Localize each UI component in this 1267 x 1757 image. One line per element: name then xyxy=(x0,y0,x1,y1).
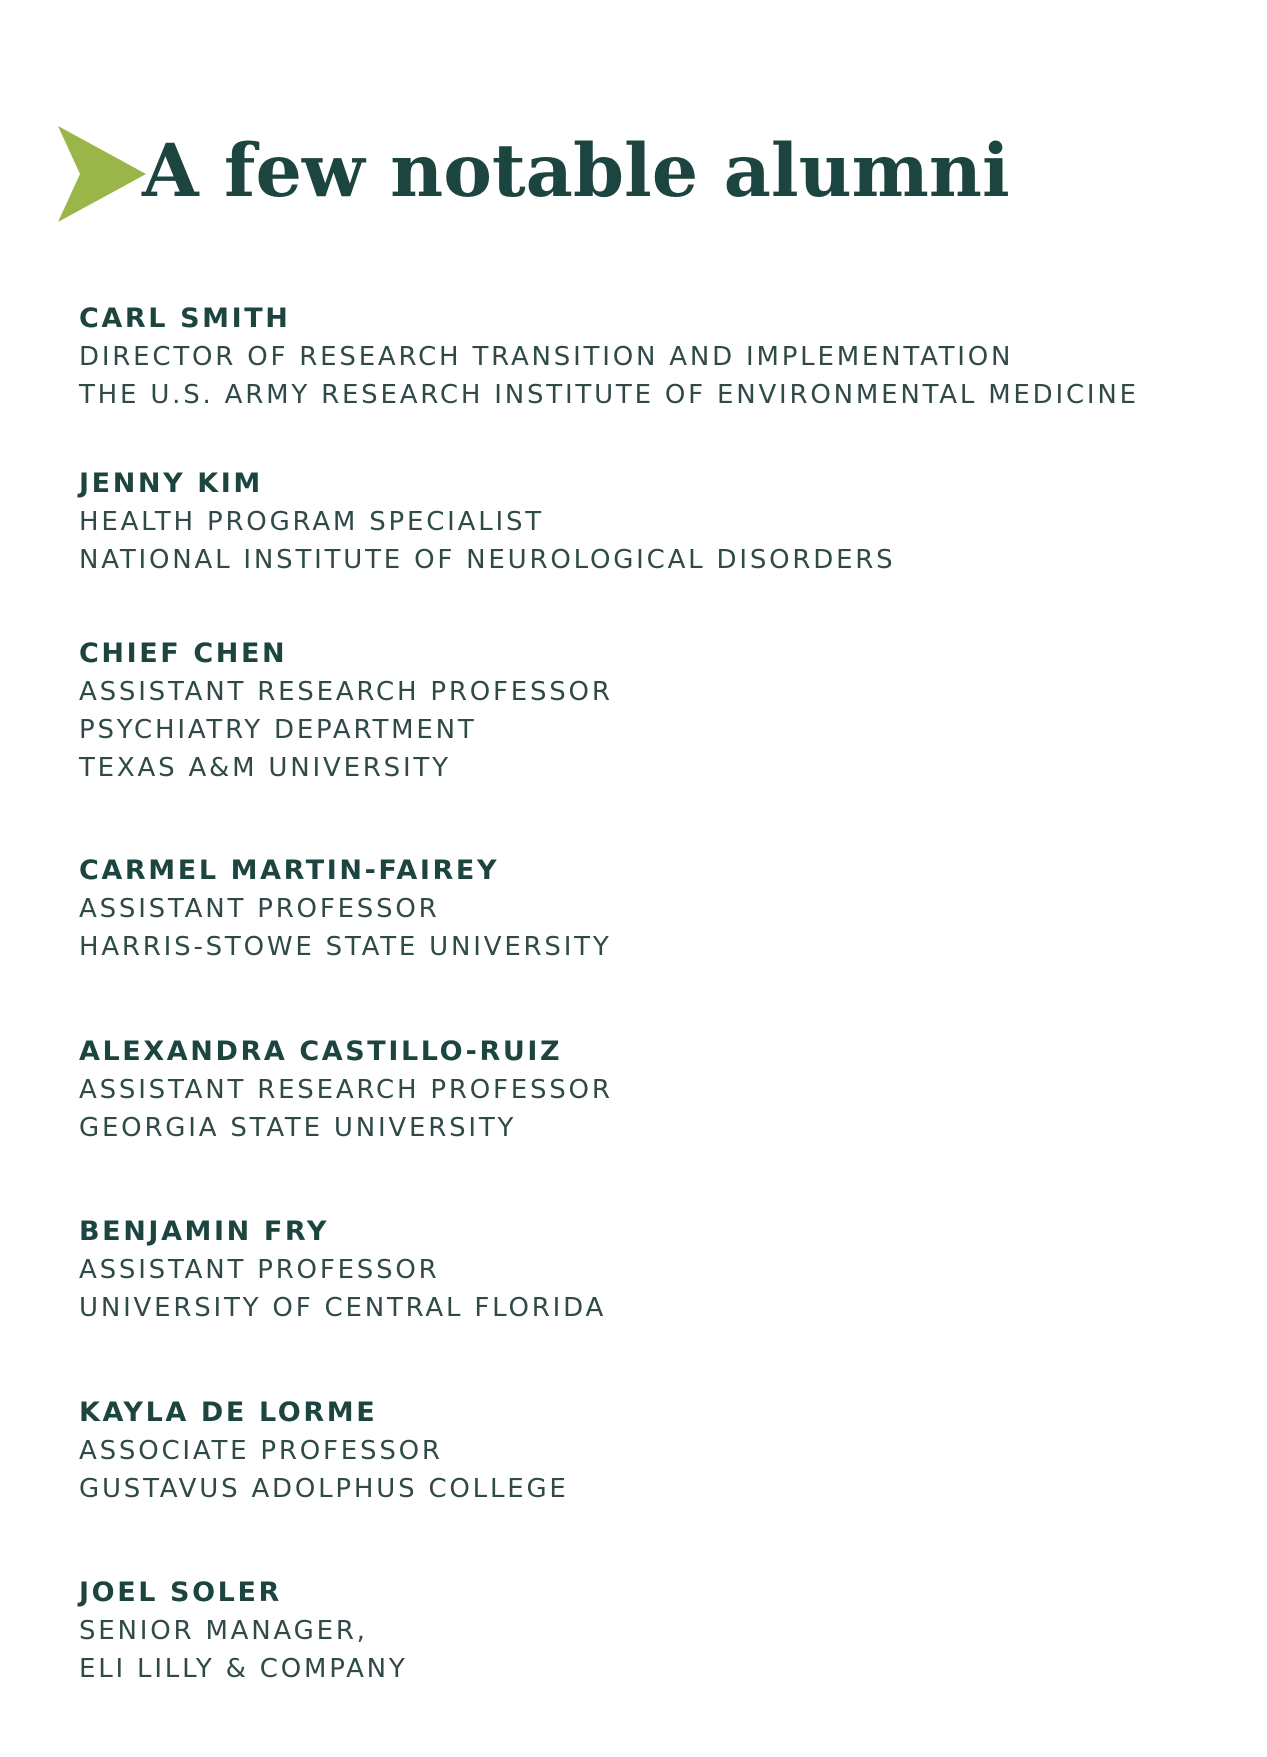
alumnus-role: ASSISTANT PROFESSOR xyxy=(79,894,440,924)
alumnus-name: ALEXANDRA CASTILLO-RUIZ xyxy=(79,1036,563,1067)
arrow-right-icon xyxy=(56,124,148,224)
alumnus-name: JOEL SOLER xyxy=(79,1577,282,1608)
page-header xyxy=(56,124,1156,224)
alumnus-organization: HARRIS-STOWE STATE UNIVERSITY xyxy=(79,932,612,962)
alumnus-role: ASSISTANT PROFESSOR xyxy=(79,1255,440,1285)
alumnus-entry xyxy=(79,465,1239,579)
alumnus-organization: ELI LILLY & COMPANY xyxy=(79,1654,408,1684)
alumnus-department: PSYCHIATRY DEPARTMENT xyxy=(79,715,477,745)
alumnus-organization: GUSTAVUS ADOLPHUS COLLEGE xyxy=(79,1474,569,1504)
alumnus-role: HEALTH PROGRAM SPECIALIST xyxy=(79,507,544,537)
alumnus-role: ASSISTANT RESEARCH PROFESSOR xyxy=(79,1075,613,1105)
alumnus-name: CARMEL MARTIN-FAIREY xyxy=(79,855,500,886)
alumnus-entry xyxy=(79,1033,1239,1147)
alumnus-entry xyxy=(79,1213,1239,1327)
alumnus-name: BENJAMIN FRY xyxy=(79,1216,329,1247)
alumnus-organization: THE U.S. ARMY RESEARCH INSTITUTE OF ENVIRONMENTAL MEDICINE xyxy=(79,380,1139,410)
alumnus-organization: TEXAS A&M UNIVERSITY xyxy=(79,753,451,783)
page-title: A few notable alumni xyxy=(142,128,1010,214)
alumnus-role: SENIOR MANAGER, xyxy=(79,1616,368,1646)
alumnus-role: ASSOCIATE PROFESSOR xyxy=(79,1436,443,1466)
alumnus-entry xyxy=(79,635,1239,787)
alumnus-name: KAYLA DE LORME xyxy=(79,1397,378,1428)
alumnus-organization: GEORGIA STATE UNIVERSITY xyxy=(79,1113,517,1143)
alumnus-organization: NATIONAL INSTITUTE OF NEUROLOGICAL DISORDERS xyxy=(79,545,896,575)
alumnus-role: DIRECTOR OF RESEARCH TRANSITION AND IMPLEMENTATION xyxy=(79,342,1014,372)
alumnus-entry xyxy=(79,1394,1239,1508)
alumnus-name: CARL SMITH xyxy=(79,303,291,334)
alumnus-organization: UNIVERSITY OF CENTRAL FLORIDA xyxy=(79,1293,607,1323)
alumnus-name: CHIEF CHEN xyxy=(79,638,288,669)
alumnus-entry xyxy=(79,1574,1239,1688)
alumnus-role: ASSISTANT RESEARCH PROFESSOR xyxy=(79,677,613,707)
alumnus-entry xyxy=(79,300,1239,414)
alumnus-entry xyxy=(79,852,1239,966)
alumnus-name: JENNY KIM xyxy=(79,468,263,499)
